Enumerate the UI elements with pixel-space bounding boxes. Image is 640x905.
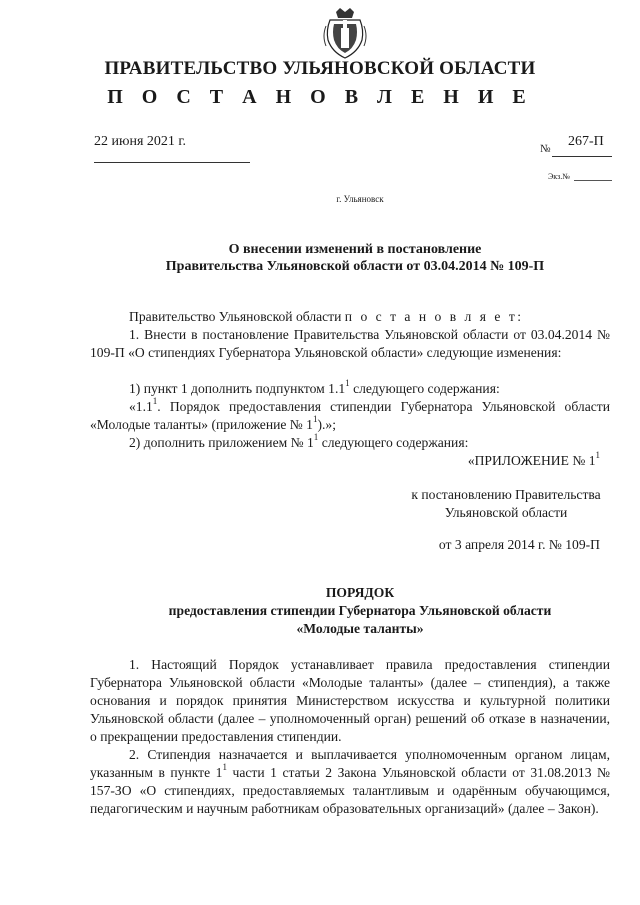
paragraph-1-item-1: 1) пункт 1 дополнить подпунктом $1.1^1$ следующего содержания: <box>129 378 500 396</box>
copy-underline <box>574 180 612 181</box>
date-underline <box>94 162 250 163</box>
subject-line-1: О внесении изменений в постановление <box>228 242 482 257</box>
number-sign: № <box>540 143 551 155</box>
quoted-subitem: «$1.1^1$. Порядок предоставления стипендии Губернатора Ульяновской области «Молодые таланты» (приложение № $1^1$).»; <box>90 396 610 432</box>
document-subject <box>60 241 640 275</box>
appendix-to-line-2: Ульяновской области <box>444 505 568 520</box>
intro-paragraph: Правительство Ульяновской области п о с т а н о в л я е т: <box>129 309 524 324</box>
document-number: 267-П <box>568 134 604 149</box>
appendix-date: от 3 апреля 2014 г. № 109-П <box>438 537 600 552</box>
order-paragraph-2: 2. Стипендия назначается и выплачивается уполномоченным органом лицам, указанным в пункте $1^1$ части 1 статьи 2 Закона Ульяновской области от 31.08.2013 № 157-ЗО «О стипендиях, предоставляемых талантливым и одарённым обучающимся, педагогическим и научным работникам образовательных организаций» (далее – Закон). <box>90 747 610 816</box>
paragraph-1-item-2: 2) дополнить приложением № $1^1$ следующего содержания: <box>129 432 469 450</box>
order-title: ПОРЯДОК <box>325 585 395 600</box>
order-subtitle-2: «Молодые таланты» <box>296 621 424 636</box>
government-title: ПРАВИТЕЛЬСТВО УЛЬЯНОВСКОЙ ОБЛАСТИ <box>104 58 536 79</box>
subject-line-2: Правительства Ульяновской области от 03.04.2014 № 109-П <box>165 259 545 274</box>
appendix-label: «ПРИЛОЖЕНИЕ № $1^1$ <box>467 450 600 468</box>
document-date: 22 июня 2021 г. <box>94 134 187 149</box>
appendix-to-line-1: к постановлению Правительства <box>411 487 601 502</box>
order-subtitle-1: предоставления стипендии Губернатора Ульяновской области <box>168 603 552 618</box>
number-underline <box>552 156 612 157</box>
appendix-reference <box>396 486 616 522</box>
coat-of-arms-icon <box>322 6 368 60</box>
copy-label: Экз.№ <box>548 172 570 181</box>
paragraph-1: 1. Внести в постановление Правительства Ульяновской области от 03.04.2014 № 109-П «О стипендиях Губернатора Ульяновской области» следующие изменения: <box>90 327 610 360</box>
city: г. Ульяновск <box>336 194 384 204</box>
document-type: П О С Т А Н О В Л Е Н И Е <box>107 86 533 108</box>
order-paragraph-1: 1. Настоящий Порядок устанавливает правила предоставления стипендии Губернатора Ульяновской области «Молодые таланты» (далее – стипендия), а также основания и порядок принятия Министерством искусства и культурной политики Ульяновской области (далее – уполномоченный орган) решений об отказе в назначении, о прекращении предоставления стипендии. <box>90 657 610 744</box>
